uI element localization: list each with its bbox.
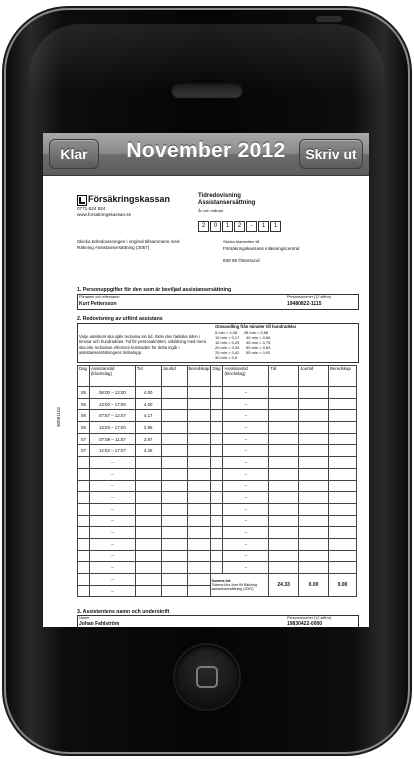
- asst-pnr-label: Personnummer (12 siffror): [287, 616, 332, 620]
- table-row: 07 07:59 – 11:57 3.97 –: [78, 433, 357, 445]
- table-row: 05 13:00 – 17:00 4.00 –: [78, 398, 357, 410]
- section-3-title: 3. Assistentens namn och underskrift: [77, 609, 170, 615]
- table-row: – –: [78, 527, 357, 539]
- table-row: 06 07:57 – 12:07 4.17 –: [78, 410, 357, 422]
- person-name: Kurt Pettersson: [79, 301, 117, 307]
- table-row: – –: [78, 503, 357, 515]
- home-button[interactable]: [175, 645, 239, 709]
- table-header-row: Dag Assistanstid (klockslag) Tid Jourtid Beredskap Dag Assistanstid (klockslag) Tid Jourtid Beredskap: [78, 366, 357, 387]
- table-row: – –: [78, 457, 357, 469]
- time-report-document[interactable]: [51, 177, 361, 627]
- table-row: – –: [78, 492, 357, 504]
- home-square-icon: [196, 666, 218, 688]
- year-month-field: 2 0 1 2 - 1 1: [198, 221, 282, 232]
- table-row: – –: [78, 538, 357, 550]
- table-row: 05 08:00 – 12:00 4.00 –: [78, 387, 357, 399]
- name-label: Förnamn och efternamn: [79, 295, 120, 299]
- org-web: www.forsakringskassan.se: [77, 212, 132, 217]
- form-side-code: 30591102: [56, 406, 61, 427]
- conversion-title: Omvandling från minuter till hundradelar: [215, 324, 297, 329]
- table-row: –: [78, 585, 357, 597]
- assistant-pnr: 19830422-0000: [287, 621, 323, 627]
- send-label: Skicka blanketten till: [223, 239, 260, 244]
- table-row: – –: [78, 468, 357, 480]
- table-row: – Summa tid: Tidema förs över till Räkning assistansersättning (3057) 24.33 0.00 0.00: [78, 574, 357, 586]
- instruction-text: Varje assistent ska själv redovisa sin tid. Skriv den faktiska tiden i timmar och hundradelar. Tid för personalmöten, utbildning med mera ska inte redovisas eftersom kostnaden för detta ingår i assistansersättningens timbelopp.: [79, 334, 207, 356]
- done-button[interactable]: Klar: [49, 139, 99, 169]
- section-1-title: 1. Personuppgifter för den som är beviljad assistansersättning: [77, 287, 232, 293]
- time-report-table: [77, 365, 357, 597]
- sleep-button: [316, 16, 342, 22]
- table-row: 06 13:03 – 17:00 3.95 –: [78, 422, 357, 434]
- earpiece-speaker: [171, 82, 243, 98]
- table-row: – –: [78, 515, 357, 527]
- table-row: 07 12:52 – 17:07 4.25 –: [78, 445, 357, 457]
- section-2-title: 2. Redovisning av utförd assistans: [77, 316, 163, 322]
- org-name: Försäkringskassan: [88, 194, 171, 204]
- navigation-bar: [43, 133, 369, 176]
- send-address: 839 88 Östersund: [223, 258, 260, 263]
- pnr-label: Personnummer (12 siffror): [287, 295, 332, 299]
- conversion-table: 5 min = 0,08 35 min = 0,58 10 min = 0,17 40 min = 0,66 15 min = 0,25 45 min = 0,75 20 min = 0,33 50 min = 0,83 25 min = 0,42 55 min = 0,92 30 min = 0,5: [215, 330, 271, 360]
- assistant-name: Johan Fahlström: [79, 621, 120, 627]
- year-month-label: År och månad: [198, 208, 223, 213]
- forsakringskassan-logo-icon: [77, 195, 87, 206]
- table-row: – –: [78, 562, 357, 574]
- send-to: Försäkringskassans inläsningscentral: [223, 246, 300, 251]
- page-title: November 2012: [126, 139, 286, 162]
- org-phone: 0771-524 524: [77, 206, 106, 211]
- table-row: – –: [78, 550, 357, 562]
- person-pnr: 19480822-1115: [287, 301, 322, 307]
- asst-name-label: Namn: [79, 616, 90, 620]
- form-title: Tidredovisning: [198, 193, 241, 199]
- print-button[interactable]: Skriv ut: [299, 139, 363, 169]
- form-subtitle: Assistansersättning: [198, 200, 256, 206]
- intro-text: Skicka tidredovisningen i original tillsammans med Räkning Assistansersättning (3057): [77, 239, 180, 250]
- table-row: – –: [78, 480, 357, 492]
- phone-screen: [43, 133, 369, 627]
